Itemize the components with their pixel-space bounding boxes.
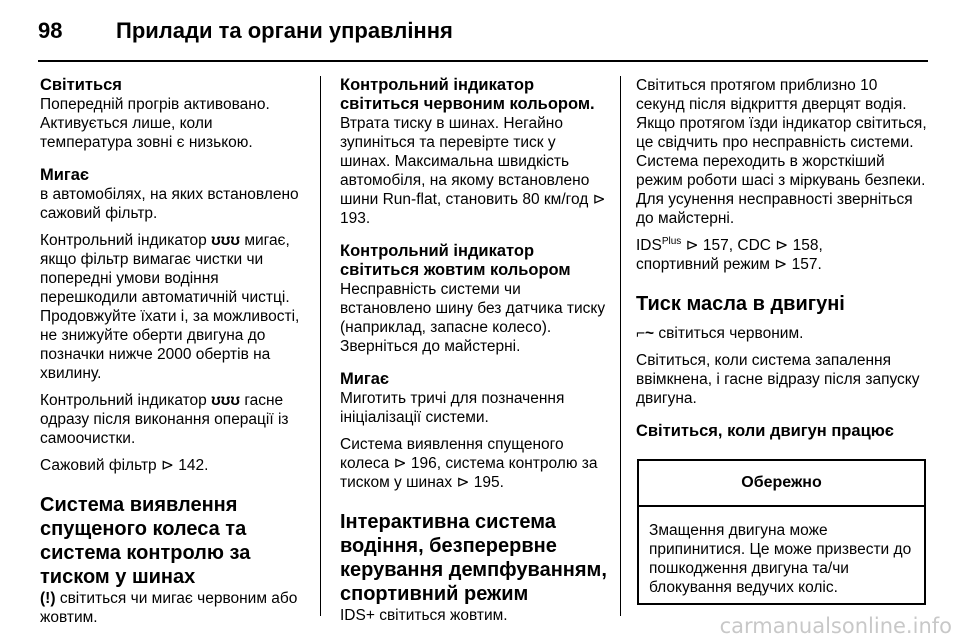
- paragraph: Несправність системи чи встановлено шину без датчика тиску (наприклад, запасне колесо). Зверніться до майстерні.: [340, 281, 606, 355]
- column-divider: [320, 76, 321, 616]
- header-rule: [38, 60, 928, 62]
- section-heading-ids: Інтерактивна система водіння, безперервне керування демпфуванням, спортивний режим: [340, 511, 607, 605]
- paragraph: в автомобілях, на яких встановлено сажовий фільтр.: [40, 186, 299, 222]
- watermark: carmanualsonline.info: [719, 614, 952, 638]
- caution-box: [637, 459, 926, 605]
- paragraph: IDS+ світиться жовтим.: [340, 607, 508, 624]
- page-number: 98: [38, 18, 63, 43]
- paragraph: Контрольний індикатор ʊʊʊ гасне одразу після виконання операції із самоочистки.: [40, 392, 289, 447]
- page-title: Прилади та органи управління: [116, 18, 453, 43]
- tire-pressure-icon: (!): [40, 590, 56, 607]
- glow-plug-icon: ʊʊʊ: [211, 232, 240, 249]
- column-divider: [620, 76, 621, 616]
- page-header: [38, 18, 928, 52]
- paragraph: Втрата тиску в шинах. Негайно зупиніться та перевірте тиск у шинах. Максимальна швидкість автомобіля, на якому встановлено шини Run-flat, становить 80 км/год ⊳ 193.: [340, 115, 606, 227]
- cross-reference: Система виявлення спущеного колеса ⊳ 196, система контролю за тиском у шинах ⊳ 195.: [340, 436, 598, 491]
- oil-can-icon: ⌐~: [636, 325, 655, 342]
- paragraph: Світиться, коли система запалення ввімкнена, і гасне відразу після запуску двигуна.: [636, 352, 920, 407]
- reference-arrow-icon: ⊳: [456, 474, 470, 491]
- paragraph: (!) світиться чи мигає червоним або жовтим.: [40, 590, 298, 626]
- heading-yellow: Контрольний індикатор світиться жовтим кольором: [340, 242, 571, 279]
- reference-arrow-icon: ⊳: [685, 237, 699, 254]
- paragraph: Миготить тричі для позначення ініціалізації системи.: [340, 390, 565, 426]
- paragraph: ⌐~ світиться червоним.: [636, 325, 804, 342]
- heading-red: Контрольний індикатор світиться червоним кольором.: [340, 76, 595, 113]
- reference-arrow-icon: ⊳: [160, 457, 174, 474]
- cross-reference: Сажовий фільтр ⊳ 142.: [40, 457, 209, 474]
- paragraph: Контрольний індикатор ʊʊʊ мигає, якщо фільтр вимагає чистки чи попередні умови водіння перешкодили автоматичній чистці. Продовжуйте їхати і, за можливості, не знижуйте оберти двигуна до позначки нижче 2000 обертів на хвилину.: [40, 232, 300, 382]
- glow-plug-icon: ʊʊʊ: [211, 392, 240, 409]
- heading-engine-running: Світиться, коли двигун працює: [636, 422, 894, 440]
- reference-arrow-icon: ⊳: [774, 256, 788, 273]
- section-heading-oil-pressure: Тиск масла в двигуні: [636, 293, 845, 315]
- paragraph: Попередній прогрів активовано. Активується лише, коли температура зовні є низькою.: [40, 96, 270, 151]
- caution-title: Обережно: [639, 461, 924, 507]
- heading-flashing: Мигає: [340, 370, 390, 388]
- column-2: [340, 76, 610, 625]
- reference-arrow-icon: ⊳: [393, 455, 407, 472]
- cross-reference: $IDS^{Plus}$ ⊳ 157, CDC ⊳ 158, спортивний режим ⊳ 157.: [636, 235, 823, 273]
- reference-arrow-icon: ⊳: [592, 191, 606, 208]
- column-3: [636, 76, 928, 441]
- paragraph: Світиться протягом приблизно 10 секунд після відкриття дверцят водія. Якщо протягом їзди індикатор світиться, це свідчить про несправність системи. Система переходить в жорсткіший режим роботи шасі з міркувань безпеки. Для усунення несправності зверніться до майстерні.: [636, 77, 927, 227]
- heading-lit: Світиться: [40, 76, 122, 94]
- caution-text: Змащення двигуна може припинитися. Це може призвести до пошкодження двигуна та/чи блокування ведучих коліс.: [649, 522, 912, 596]
- column-1: [40, 76, 300, 627]
- section-heading-tyre-pressure: Система виявлення спущеного колеса та система контролю за тиском у шинах: [40, 494, 251, 588]
- reference-arrow-icon: ⊳: [775, 237, 789, 254]
- heading-flashing: Мигає: [40, 166, 90, 184]
